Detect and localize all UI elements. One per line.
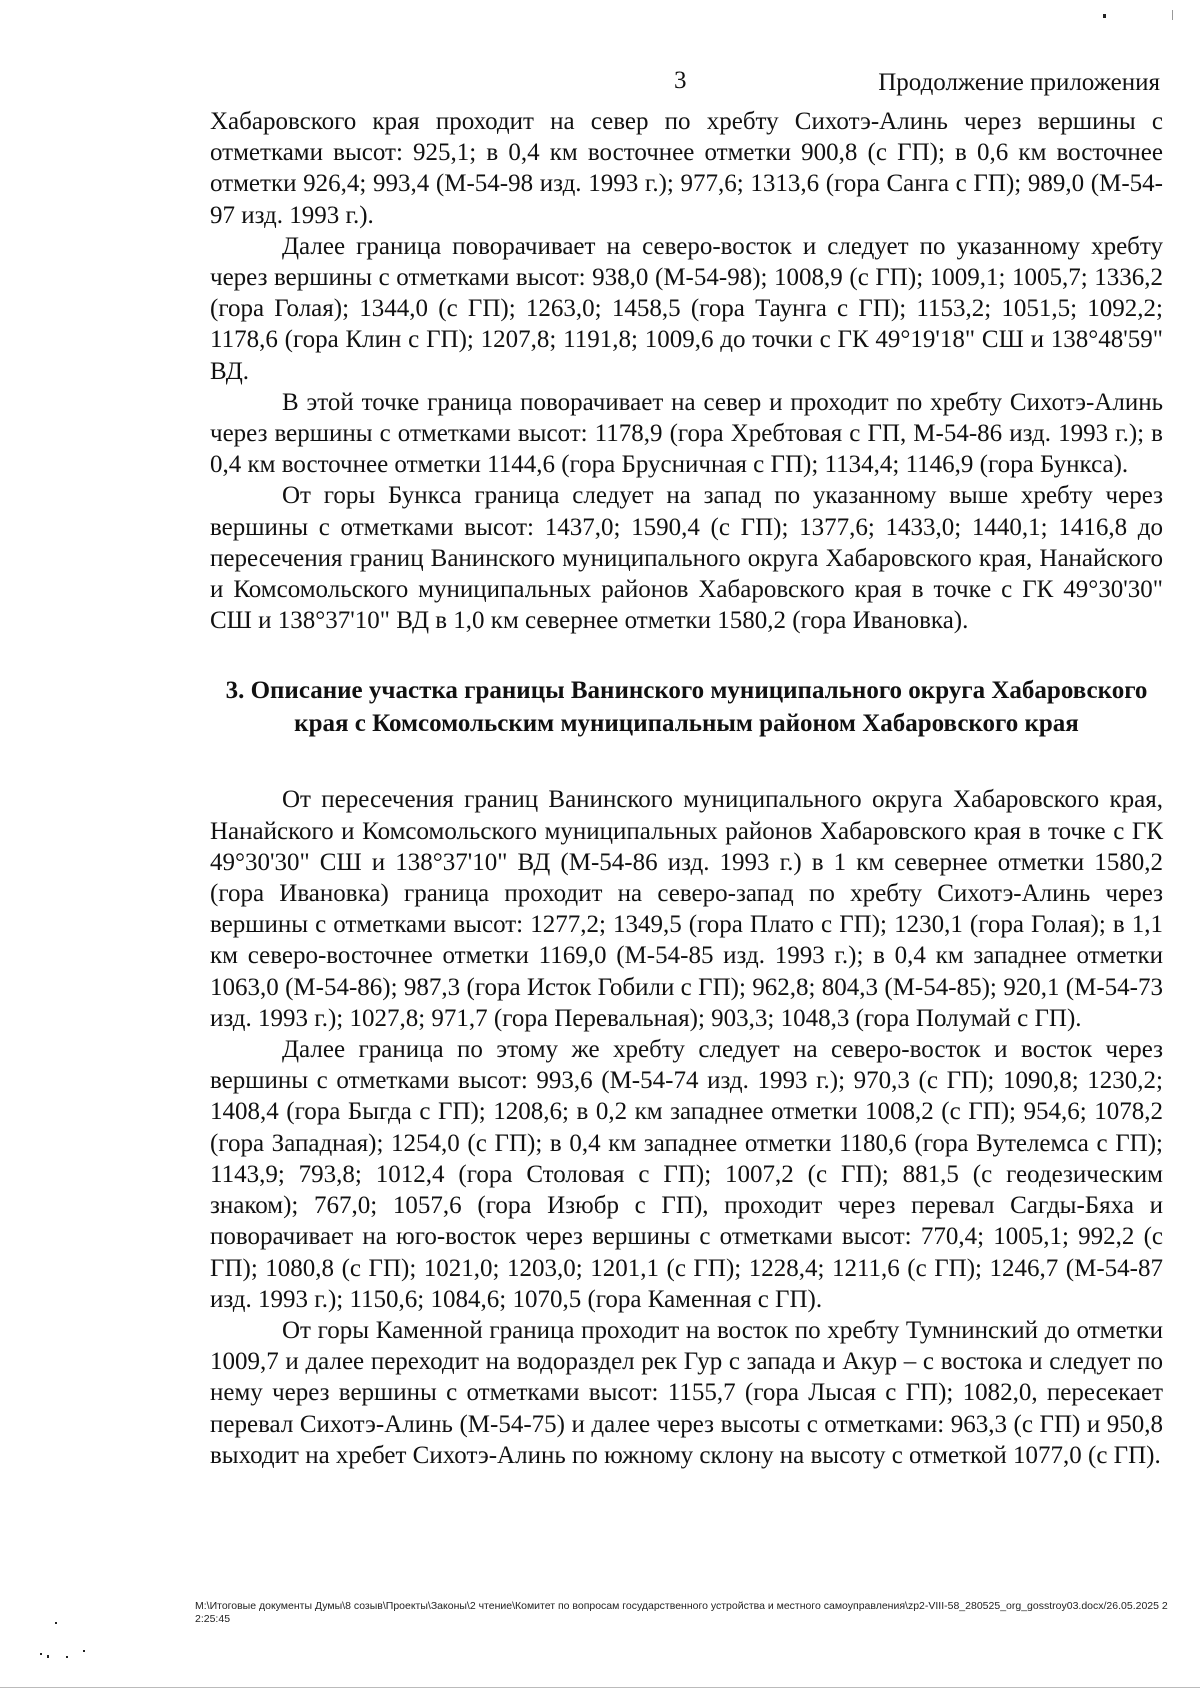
scan-speck — [66, 1656, 68, 1658]
paragraph: Далее граница по этому же хребту следует на северо-восток и восток через вершины с отметками высот: 993,6 (М-54-74 изд. 1993 г.); 970,3 (с ГП); 1090,8; 1230,2; 1408,4 (гора Быгда с ГП); 1208,6; в 0,2 км западнее отметки 1008,2 (с ГП); 954,6; 1078,2 (гора Западная); 1254,0 (с ГП); в 0,4 км западнее отметки 1180,6 (гора Вутелемса с ГП); 1143,9; 793,8; 1012,4 (гора Столовая с ГП); 1007,2 (с ГП); 881,5 (с геодезическим знаком); 767,0; 1057,6 (гора Изюбр с ГП), проходит через перевал Сагды-Бяха и поворачивает на юго-восток через вершины с отметками высот: 770,4; 1005,1; 992,2 (с ГП); 1080,8 (с ГП); 1021,0; 1203,0; 1201,1 (с ГП); 1228,4; 1211,6 (с ГП); 1246,7 (М-54-87 изд. 1993 г.); 1150,6; 1084,6; 1070,5 (гора Каменная с ГП). — [210, 1036, 1163, 1313]
paragraph: Хабаровского края проходит на север по хребту Сихотэ-Алинь через вершины с отметками высот: 925,1; в 0,4 км восточнее отметки 900,8 (с ГП); в 0,6 км восточнее отметки 926,4; 993,4 (М-54-98 изд. 1993 г.); 977,6; 1313,6 (гора Санга с ГП); 989,0 (М-54-97 изд. 1993 г.). — [210, 108, 1163, 229]
footer-file-path: М:\Итоговые документы Думы\8 созыв\Проекты\Законы\2 чтение\Комитет по вопросам государственного устройства и местного самоуправления\zp2-VIII-58_280525_org_gosstroy03.docx/26.05.2025 22:25:45 — [195, 1600, 1168, 1625]
page-bottom-divider — [0, 1687, 1200, 1688]
scan-speck — [83, 1650, 85, 1652]
paragraph: В этой точке граница поворачивает на север и проходит по хребту Сихотэ-Алинь через вершины с отметками высот: 1178,9 (гора Хребтовая с ГП, М-54-86 изд. 1993 г.); в 0,4 км восточнее отметки 1144,6 (гора Брусничная с ГП); 1134,4; 1146,9 (гора Бункса). — [210, 388, 1163, 479]
paragraph: От горы Бункса граница следует на запад по указанному выше хребту через вершины с отметками высот: 1437,0; 1590,4 (с ГП); 1377,6; 1433,0; 1440,1; 1416,8 до пересечения границ Ванинского муниципального округа Хабаровского края, Нанайского и Комсомольского муниципальных районов Хабаровского края в точке с ГК 49°30'30" СШ и 138°37'10" ВД в 1,0 км севернее отметки 1580,2 (гора Ивановка). — [210, 482, 1163, 635]
page-number: 3 — [674, 67, 687, 94]
paragraph: От пересечения границ Ванинского муниципального округа Хабаровского края, Нанайского и Комсомольского муниципальных районов Хабаровского края в точке с ГК 49°30'30" СШ и 138°37'10" ВД (М-54-86 изд. 1993 г.) в 1 км севернее отметки 1580,2 (гора Ивановка) граница проходит на северо-запад по хребту Сихотэ-Алинь через вершины с отметками высот: 1277,2; 1349,5 (гора Плато с ГП); 1230,1 (гора Голая); в 1,1 км северо-восточнее отметки 1169,0 (М-54-85 изд. 1993 г.); в 0,4 км западнее отметки 1063,0 (М-54-86); 987,3 (гора Исток Гобили с ГП); 962,8; 804,3 (М-54-85); 920,1 (М-54-73 изд. 1993 г.); 1027,8; 971,7 (гора Перевальная); 903,3; 1048,3 (гора Полумай с ГП). — [210, 786, 1163, 1032]
scan-speck — [55, 1622, 57, 1624]
running-title: Продолжение приложения — [878, 69, 1160, 96]
paragraph: Далее граница поворачивает на северо-восток и следует по указанному хребту через вершины с отметками высот: 938,0 (М-54-98); 1008,9 (с ГП); 1009,1; 1005,7; 1336,2 (гора Голая); 1344,0 (с ГП); 1263,0; 1458,5 (гора Таунга с ГП); 1153,2; 1051,5; 1092,2; 1178,6 (гора Клин с ГП); 1207,8; 1191,8; 1009,6 до точки с ГК 49°19'18" СШ и 138°48'59" ВД. — [210, 232, 1163, 385]
scan-speck — [1172, 10, 1173, 20]
scan-speck — [40, 1653, 42, 1655]
paragraph: От горы Каменной граница проходит на восток по хребту Тумнинский до отметки 1009,7 и далее переходит на водораздел рек Гур с запада и Акур – с востока и следует по нему через вершины с отметками высот: 1155,7 (гора Лысая с ГП); 1082,0, пересекает перевал Сихотэ-Алинь (М-54-75) и далее через высоты с отметками: 963,3 (с ГП) и 950,8 выходит на хребет Сихотэ-Алинь по южному склону на высоту с отметкой 1077,0 (с ГП). — [210, 1316, 1163, 1469]
section-heading: 3. Описание участка границы Ванинского муниципального округа Хабаровского края с Комсомольским муниципальным районом Хабаровского края — [225, 677, 1148, 738]
scan-speck — [1103, 14, 1106, 18]
document-body — [210, 106, 1163, 1471]
scan-speck — [47, 1655, 49, 1658]
